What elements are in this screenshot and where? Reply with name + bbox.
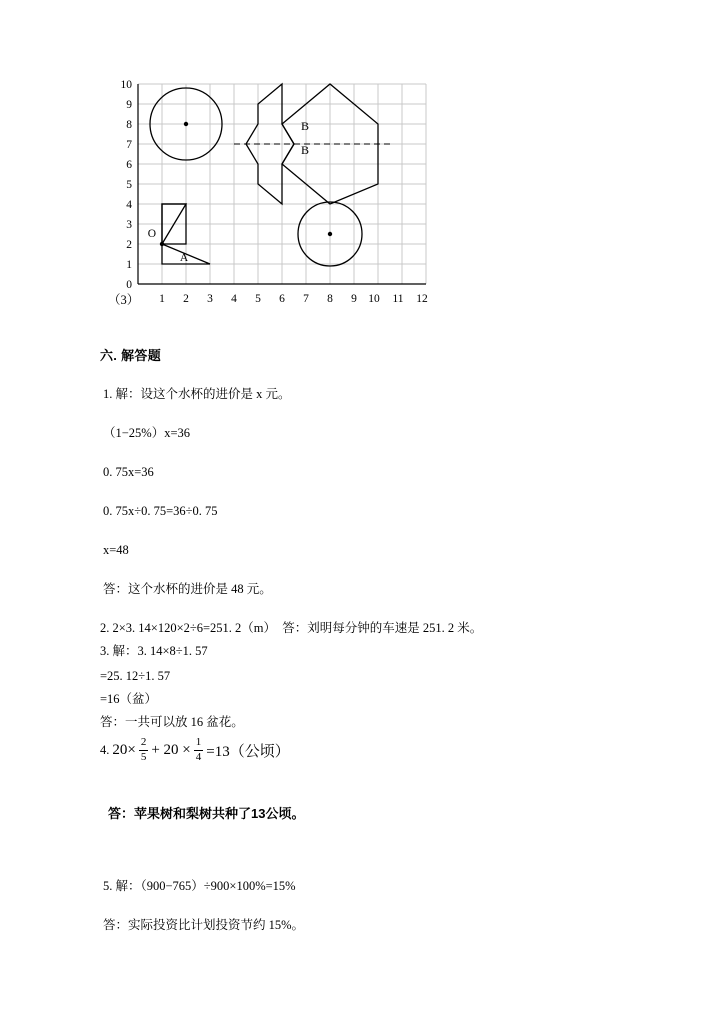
section-heading: 六. 解答题 (100, 348, 162, 363)
solution-line-q3-3: =16（盆） (100, 692, 158, 706)
q4-expr-mid: + 20 × (151, 741, 191, 758)
solution-line-q5-2: 答：实际投资比计划投资节约 15%。 (103, 918, 305, 933)
svg-text:6: 6 (279, 293, 285, 305)
solution-line-q3-1: 3. 解：3. 14×8÷1. 57 (100, 644, 208, 658)
svg-text:9: 9 (351, 293, 357, 305)
solution-line-q4-answer: 答：苹果树和梨树共种了13公顷。 (108, 806, 305, 822)
q4-frac2-denominator: 4 (195, 750, 202, 763)
svg-text:3: 3 (126, 219, 132, 231)
svg-text:6: 6 (126, 159, 132, 171)
svg-text:3: 3 (207, 293, 213, 305)
solution-line-q2: 2. 2×3. 14×120×2÷6=251. 2（m） 答：刘明每分钟的车速是 251. 2 米。 (100, 621, 483, 635)
grid-svg (100, 62, 440, 322)
solution-line-q1-1: 1. 解：设这个水杯的进价是 x 元。 (103, 387, 291, 401)
solution-line-q1-3: 0. 75x=36 (103, 465, 154, 479)
svg-text:4: 4 (231, 293, 237, 305)
shape-label-b2: B (300, 143, 310, 157)
solution-line-q5-1: 5. 解：（900−765）÷900×100%=15% (103, 879, 296, 894)
svg-text:12: 12 (416, 293, 428, 305)
shape-label-a: A (179, 252, 189, 264)
svg-text:4: 4 (126, 199, 132, 211)
svg-text:5: 5 (255, 293, 261, 305)
q4-expr-start: 20× (112, 741, 136, 758)
svg-text:2: 2 (183, 293, 189, 305)
svg-text:8: 8 (126, 119, 132, 131)
solution-line-q1-2: （1−25%）x=36 (103, 426, 191, 440)
shape-label-b1: B (300, 119, 310, 133)
svg-text:10: 10 (120, 79, 132, 91)
svg-text:10: 10 (368, 293, 380, 305)
svg-text:8: 8 (327, 293, 333, 305)
svg-text:9: 9 (126, 99, 132, 111)
solution-line-q1-6: 答：这个水杯的进价是 48 元。 (103, 582, 272, 596)
solution-line-q3-2: =25. 12÷1. 57 (100, 669, 171, 683)
svg-text:7: 7 (303, 293, 309, 305)
svg-text:1: 1 (159, 293, 165, 305)
svg-text:7: 7 (126, 139, 132, 151)
svg-text:1: 1 (126, 259, 132, 271)
q4-frac1-numerator: 2 (140, 736, 147, 748)
svg-text:0: 0 (126, 279, 132, 291)
coordinate-grid-figure (100, 62, 440, 322)
svg-text:11: 11 (392, 293, 404, 305)
point-label-o: O (147, 228, 156, 240)
solution-line-q3-4: 答：一共可以放 16 盆花。 (100, 715, 244, 729)
solution-line-q1-4: 0. 75x÷0. 75=36÷0. 75 (103, 504, 218, 518)
q4-number: 4. (100, 742, 110, 757)
solution-line-q4-expression (100, 737, 630, 763)
q4-fraction-2 (194, 737, 204, 763)
solutions-content (100, 345, 630, 956)
svg-text:5: 5 (126, 179, 132, 191)
q4-frac1-denominator: 5 (140, 750, 147, 763)
q4-fraction-1 (139, 737, 149, 763)
q4-expr-end: =13（公顷） (206, 743, 290, 760)
origin-point-o (160, 242, 164, 246)
figure-caption-number: （3） (108, 293, 140, 307)
svg-text:2: 2 (126, 239, 132, 251)
solution-line-q1-5: x=48 (103, 543, 129, 557)
q4-frac2-numerator: 1 (195, 736, 202, 748)
